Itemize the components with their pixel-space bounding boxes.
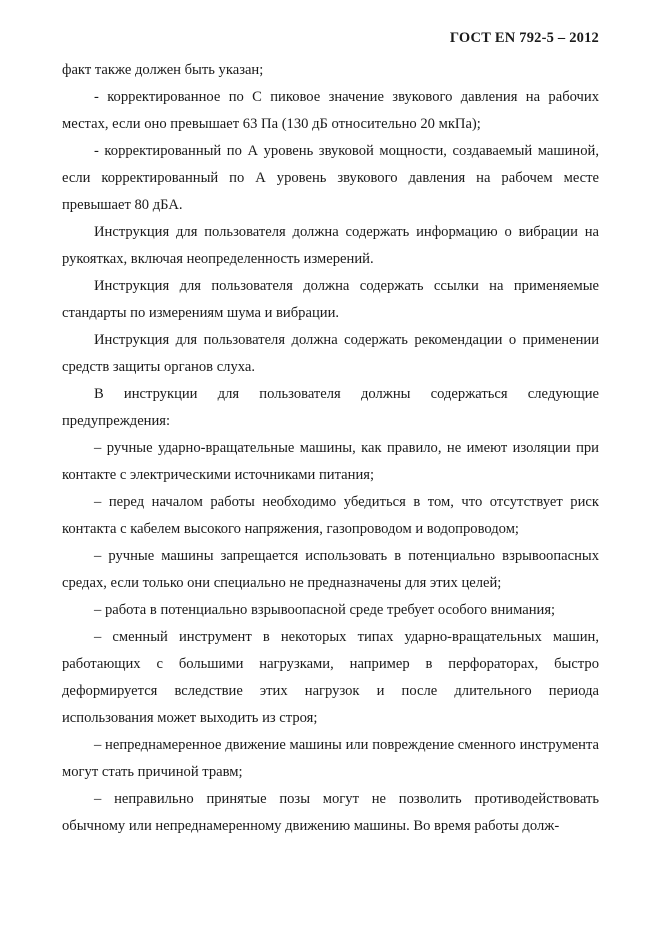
warning-item-insulation: – ручные ударно-вращательные машины, как правило, не имеют изоляции при контакте с электрическими источниками питания; [62, 440, 599, 483]
paragraph-vibration-info: Инструкция для пользователя должна содержать информацию о вибрации на рукоятках, включая неопределенность измерений. [62, 224, 599, 267]
warning-item-tool-deformation: – сменный инструмент в некоторых типах ударно-вращательных машин, работающих с большими нагрузками, например в перфораторах, быстро деформируется вследствие этих нагрузок и после длительного периода использования может выходить из строя; [62, 629, 599, 726]
paragraph-standards-references: Инструкция для пользователя должна содержать ссылки на применяемые стандарты по измерениям шума и вибрации. [62, 278, 599, 321]
body-text [62, 57, 599, 840]
paragraph-warnings-intro: В инструкции для пользователя должны содержаться следующие предупреждения: [62, 386, 599, 429]
list-item-sound-power-level: - корректированный по А уровень звуковой мощности, создаваемый машиной, если корректированный по А уровень звукового давления на рабочем месте превышает 80 дБА. [62, 143, 599, 213]
list-item-peak-sound-pressure: - корректированное по С пиковое значение звукового давления на рабочих местах, если оно превышает 63 Па (130 дБ относительно 20 мкПа); [62, 89, 599, 132]
paragraph-continuation: факт также должен быть указан; [62, 62, 264, 78]
warning-item-explosive-environment: – ручные машины запрещается использовать в потенциально взрывоопасных средах, если только они специально не предназначены для этих целей; [62, 548, 599, 591]
warning-item-unintended-movement: – непреднамеренное движение машины или повреждение сменного инструмента могут стать причиной травм; [62, 737, 599, 780]
paragraph-hearing-protection: Инструкция для пользователя должна содержать рекомендации о применении средств защиты органов слуха. [62, 332, 599, 375]
warning-item-cable-contact: – перед началом работы необходимо убедиться в том, что отсутствует риск контакта с кабелем высокого напряжения, газопроводом и водопроводом; [62, 494, 599, 537]
warning-item-posture: – неправильно принятые позы могут не позволить противодействовать обычному или непреднамеренному движению машины. Во время работы долж- [62, 791, 599, 834]
warning-item-explosive-attention: – работа в потенциально взрывоопасной среде требует особого внимания; [94, 602, 556, 618]
standard-header: ГОСТ EN 792-5 – 2012 [449, 30, 599, 46]
